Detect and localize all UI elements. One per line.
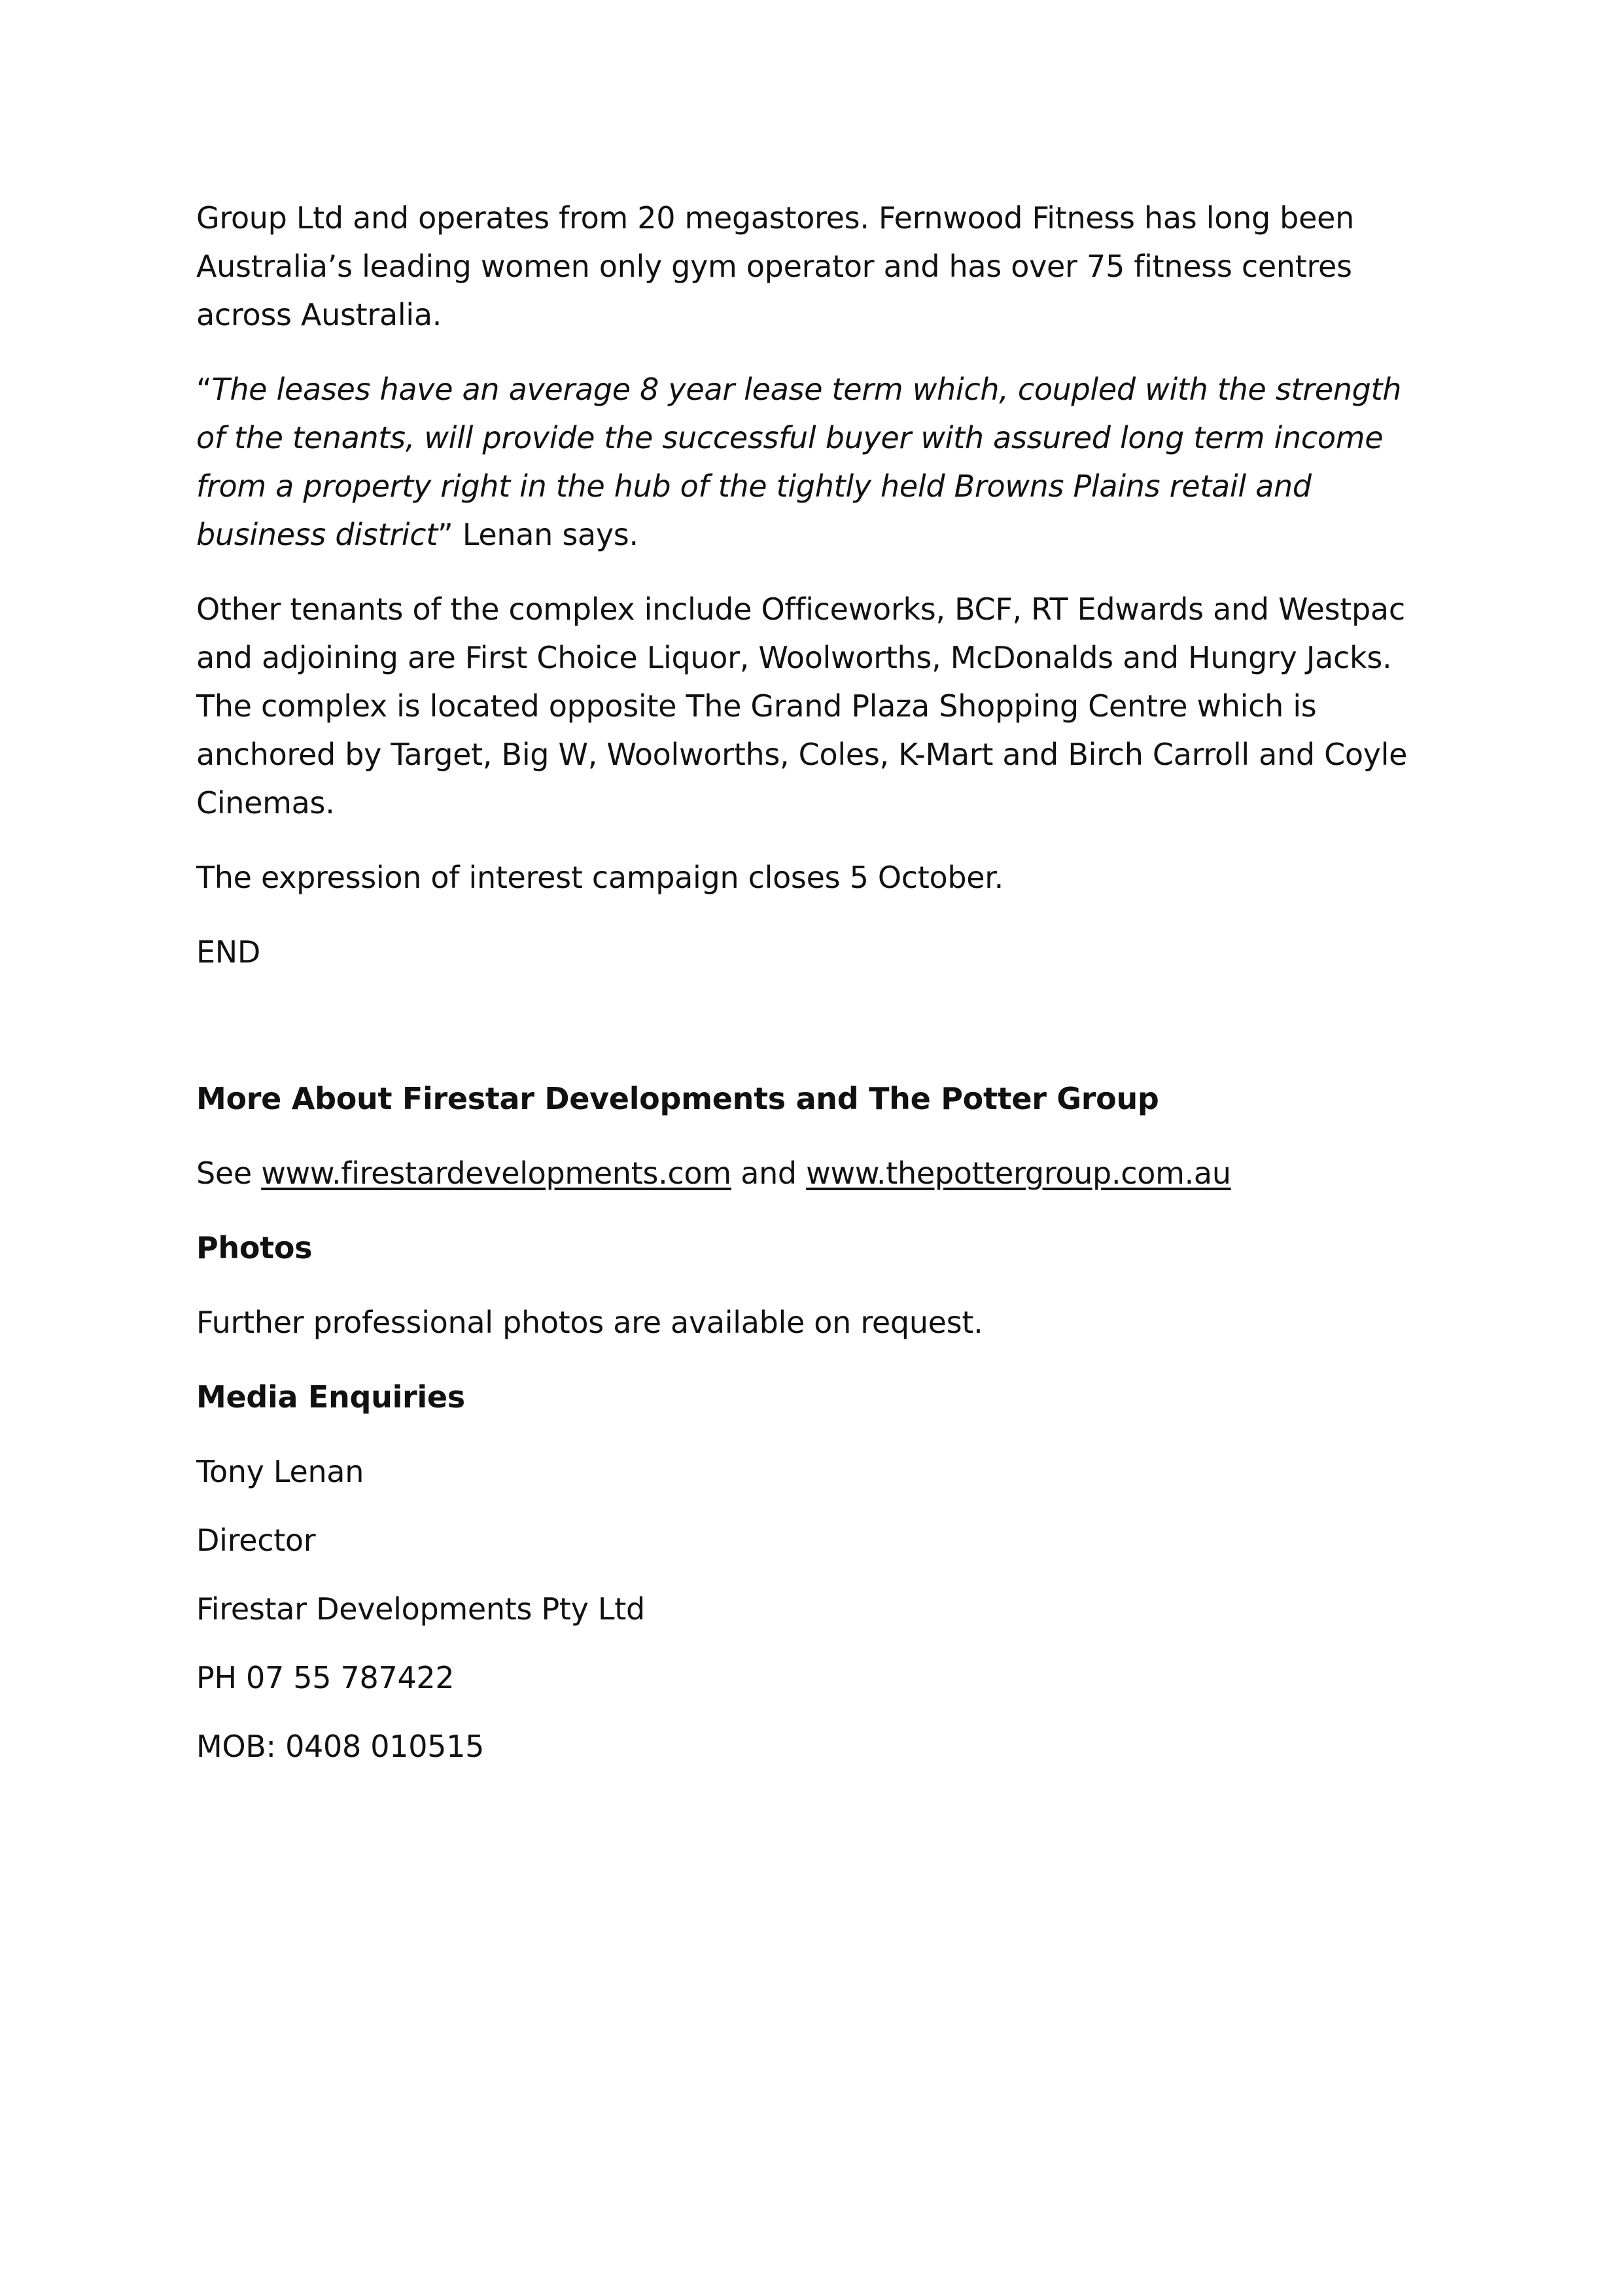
paragraph-tenants-intro: Group Ltd and operates from 20 megastores. Fernwood Fitness has long been Australia’s leading women only gym operator and has over 75 fitness centres across Australia. [196,200,1354,332]
document-body [196,194,1439,1791]
media-contact-block [196,1447,1439,1771]
pottergroup-link[interactable]: www.thepottergroup.com.au [806,1156,1231,1191]
contact-mobile: MOB: 0408 010515 [196,1729,485,1764]
quote-open-mark: “ [196,372,212,407]
about-links-line [196,1149,1439,1197]
contact-title: Director [196,1523,316,1558]
paragraph-campaign-close: The expression of interest campaign closes 5 October. [196,860,1003,895]
quote-attribution: Lenan says. [462,517,638,552]
contact-phone: PH 07 55 787422 [196,1660,455,1695]
paragraph-other-tenants: Other tenants of the complex include Officeworks, BCF, RT Edwards and Westpac and adjoining are First Choice Liquor, Woolworths, McDonalds and Hungry Jacks. The complex is located opposite The Grand Plaza Shopping Centre which is anchored by Target, Big W, Woolworths, Coles, K-Mart and Birch Carroll and Coyle Cinemas. [196,592,1408,821]
section-spacer [196,976,1439,1074]
photos-text: Further professional photos are available on request. [196,1305,983,1340]
quote-text: The leases have an average 8 year lease term which, coupled with the strength of the tenants, will provide the successful buyer with assured long term income from a property right in the hub of the tightly held Browns Plains retail and business district [196,372,1402,552]
photos-heading: Photos [196,1230,313,1265]
see-prefix: See [196,1156,252,1191]
paragraph-quote [196,365,1439,559]
media-enquiries-heading: Media Enquiries [196,1379,465,1415]
contact-company: Firestar Developments Pty Ltd [196,1591,645,1627]
quote-close-mark: ” [438,517,453,552]
firestar-link[interactable]: www.firestardevelopments.com [261,1156,731,1191]
and-word: and [741,1156,797,1191]
end-marker: END [196,934,260,970]
contact-name: Tony Lenan [196,1454,364,1489]
about-heading: More About Firestar Developments and The Potter Group [196,1081,1159,1116]
